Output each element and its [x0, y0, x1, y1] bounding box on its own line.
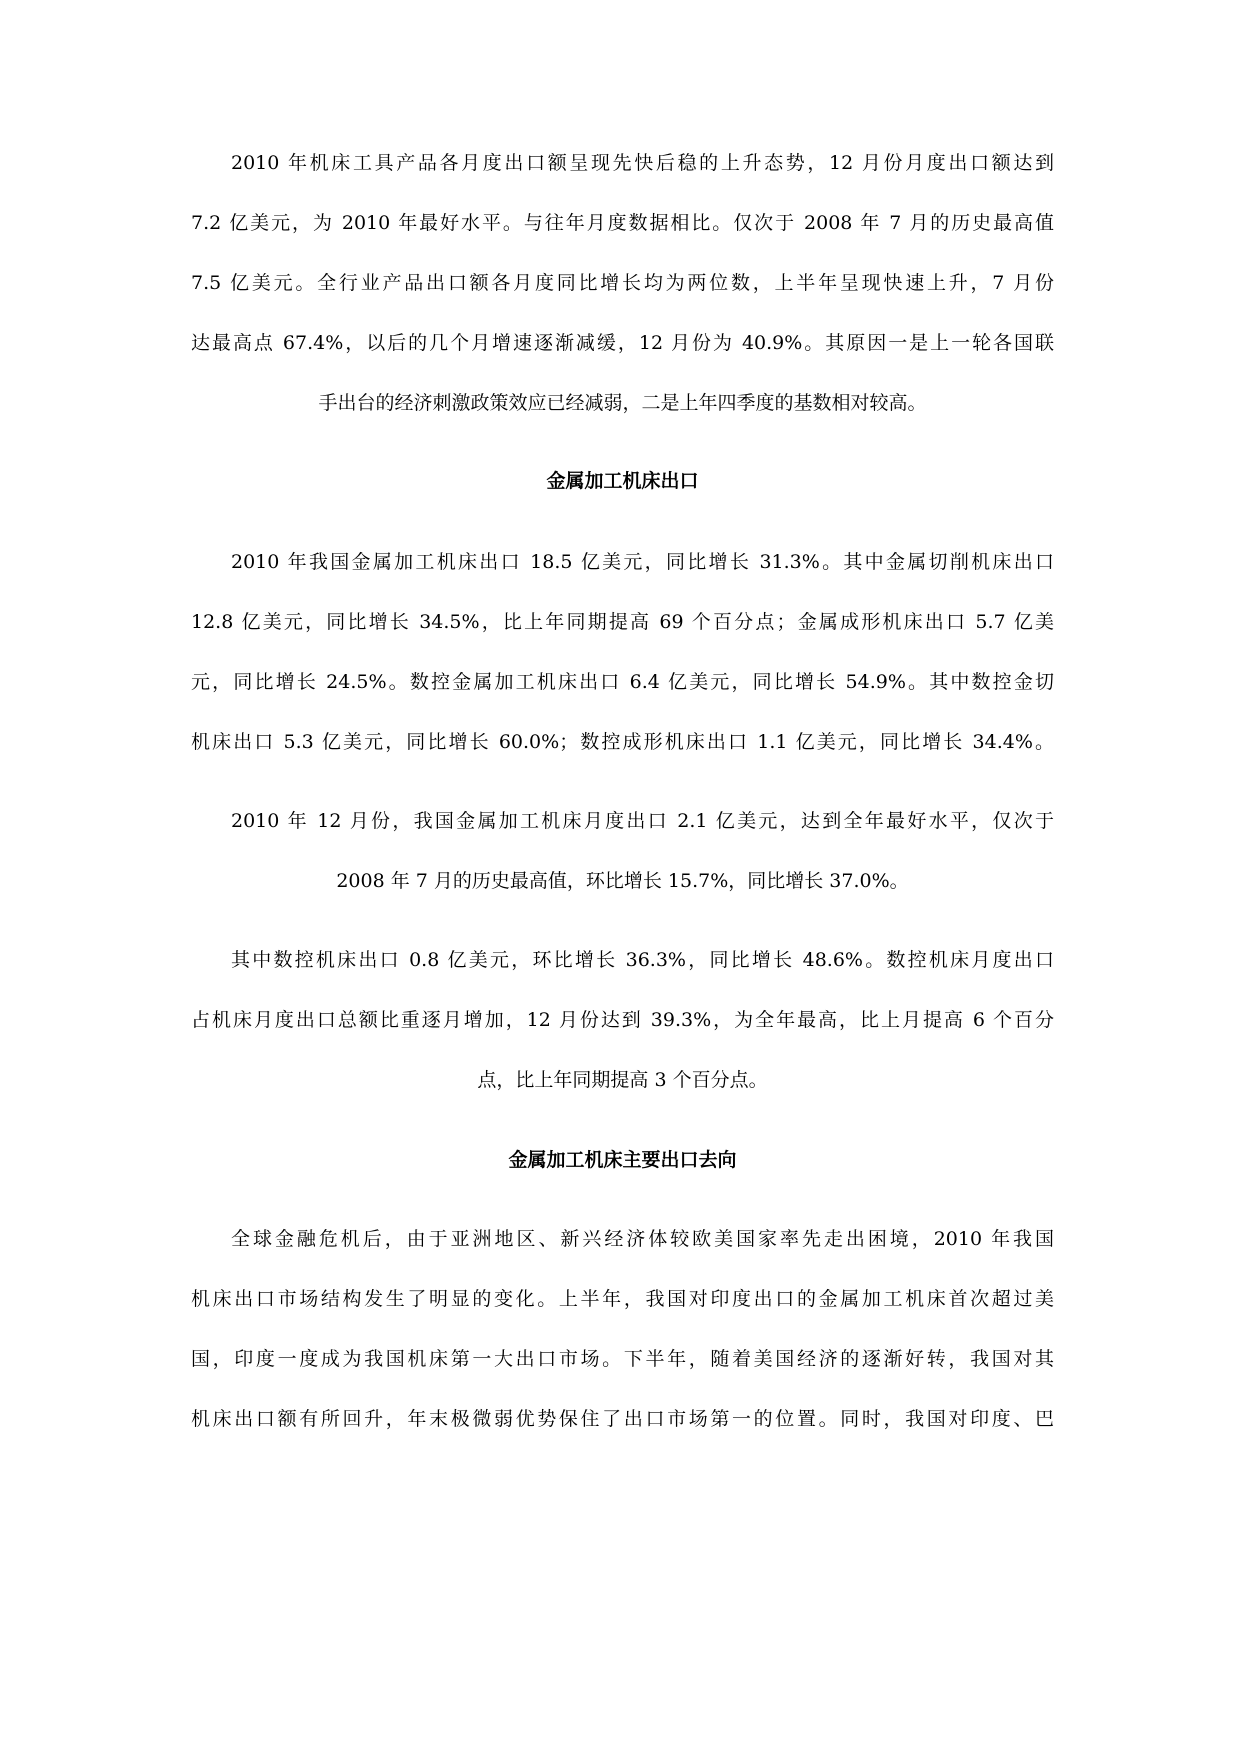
paragraph-line: 占机床月度出口总额比重逐月增加，12 月份达到 39.3%，为全年最高，比上月提高 6 个百分 [191, 1009, 1054, 1031]
section-heading: 金属加工机床主要出口去向 [508, 1149, 737, 1171]
paragraph-line: 其中数控机床出口 0.8 亿美元，环比增长 36.3%，同比增长 48.6%。数控机床月度出口 [231, 949, 1054, 971]
paragraph-line: 机床出口额有所回升，年末极微弱优势保住了出口市场第一的位置。同时，我国对印度、巴 [191, 1408, 1054, 1430]
paragraph-line: 机床出口市场结构发生了明显的变化。上半年，我国对印度出口的金属加工机床首次超过美 [191, 1288, 1054, 1310]
paragraph-line: 7.2 亿美元，为 2010 年最好水平。与往年月度数据相比。仅次于 2008 年 7 月的历史最高值 [191, 212, 1054, 234]
paragraph-line: 2010 年 12 月份，我国金属加工机床月度出口 2.1 亿美元，达到全年最好水平，仅次于 [231, 810, 1054, 832]
paragraph-line: 达最高点 67.4%，以后的几个月增速逐渐减缓，12 月份为 40.9%。其原因一是上一轮各国联 [191, 332, 1054, 354]
paragraph-line: 2010 年机床工具产品各月度出口额呈现先快后稳的上升态势，12 月份月度出口额达到 [231, 152, 1054, 174]
paragraph-line: 12.8 亿美元，同比增长 34.5%，比上年同期提高 69 个百分点；金属成形机床出口 5.7 亿美 [191, 611, 1054, 633]
paragraph-line: 元，同比增长 24.5%。数控金属加工机床出口 6.4 亿美元，同比增长 54.9%。其中数控金切 [191, 671, 1054, 693]
paragraph-line: 2008 年 7 月的历史最高值，环比增长 15.7%，同比增长 37.0%。 [336, 870, 909, 892]
paragraph-line: 国，印度一度成为我国机床第一大出口市场。下半年，随着美国经济的逐渐好转，我国对其 [191, 1348, 1054, 1370]
section-heading: 金属加工机床出口 [546, 470, 699, 492]
paragraph-line: 7.5 亿美元。全行业产品出口额各月度同比增长均为两位数，上半年呈现快速上升，7 月份 [191, 272, 1054, 294]
paragraph-line: 手出台的经济刺激政策效应已经减弱，二是上年四季度的基数相对较高。 [318, 392, 927, 414]
paragraph-line: 全球金融危机后，由于亚洲地区、新兴经济体较欧美国家率先走出困境，2010 年我国 [231, 1228, 1054, 1250]
paragraph-line: 点，比上年同期提高 3 个百分点。 [477, 1069, 768, 1091]
paragraph-line: 机床出口 5.3 亿美元，同比增长 60.0%；数控成形机床出口 1.1 亿美元，同比增长 34.4%。 [191, 731, 1054, 753]
paragraph-line: 2010 年我国金属加工机床出口 18.5 亿美元，同比增长 31.3%。其中金属切削机床出口 [231, 551, 1054, 573]
